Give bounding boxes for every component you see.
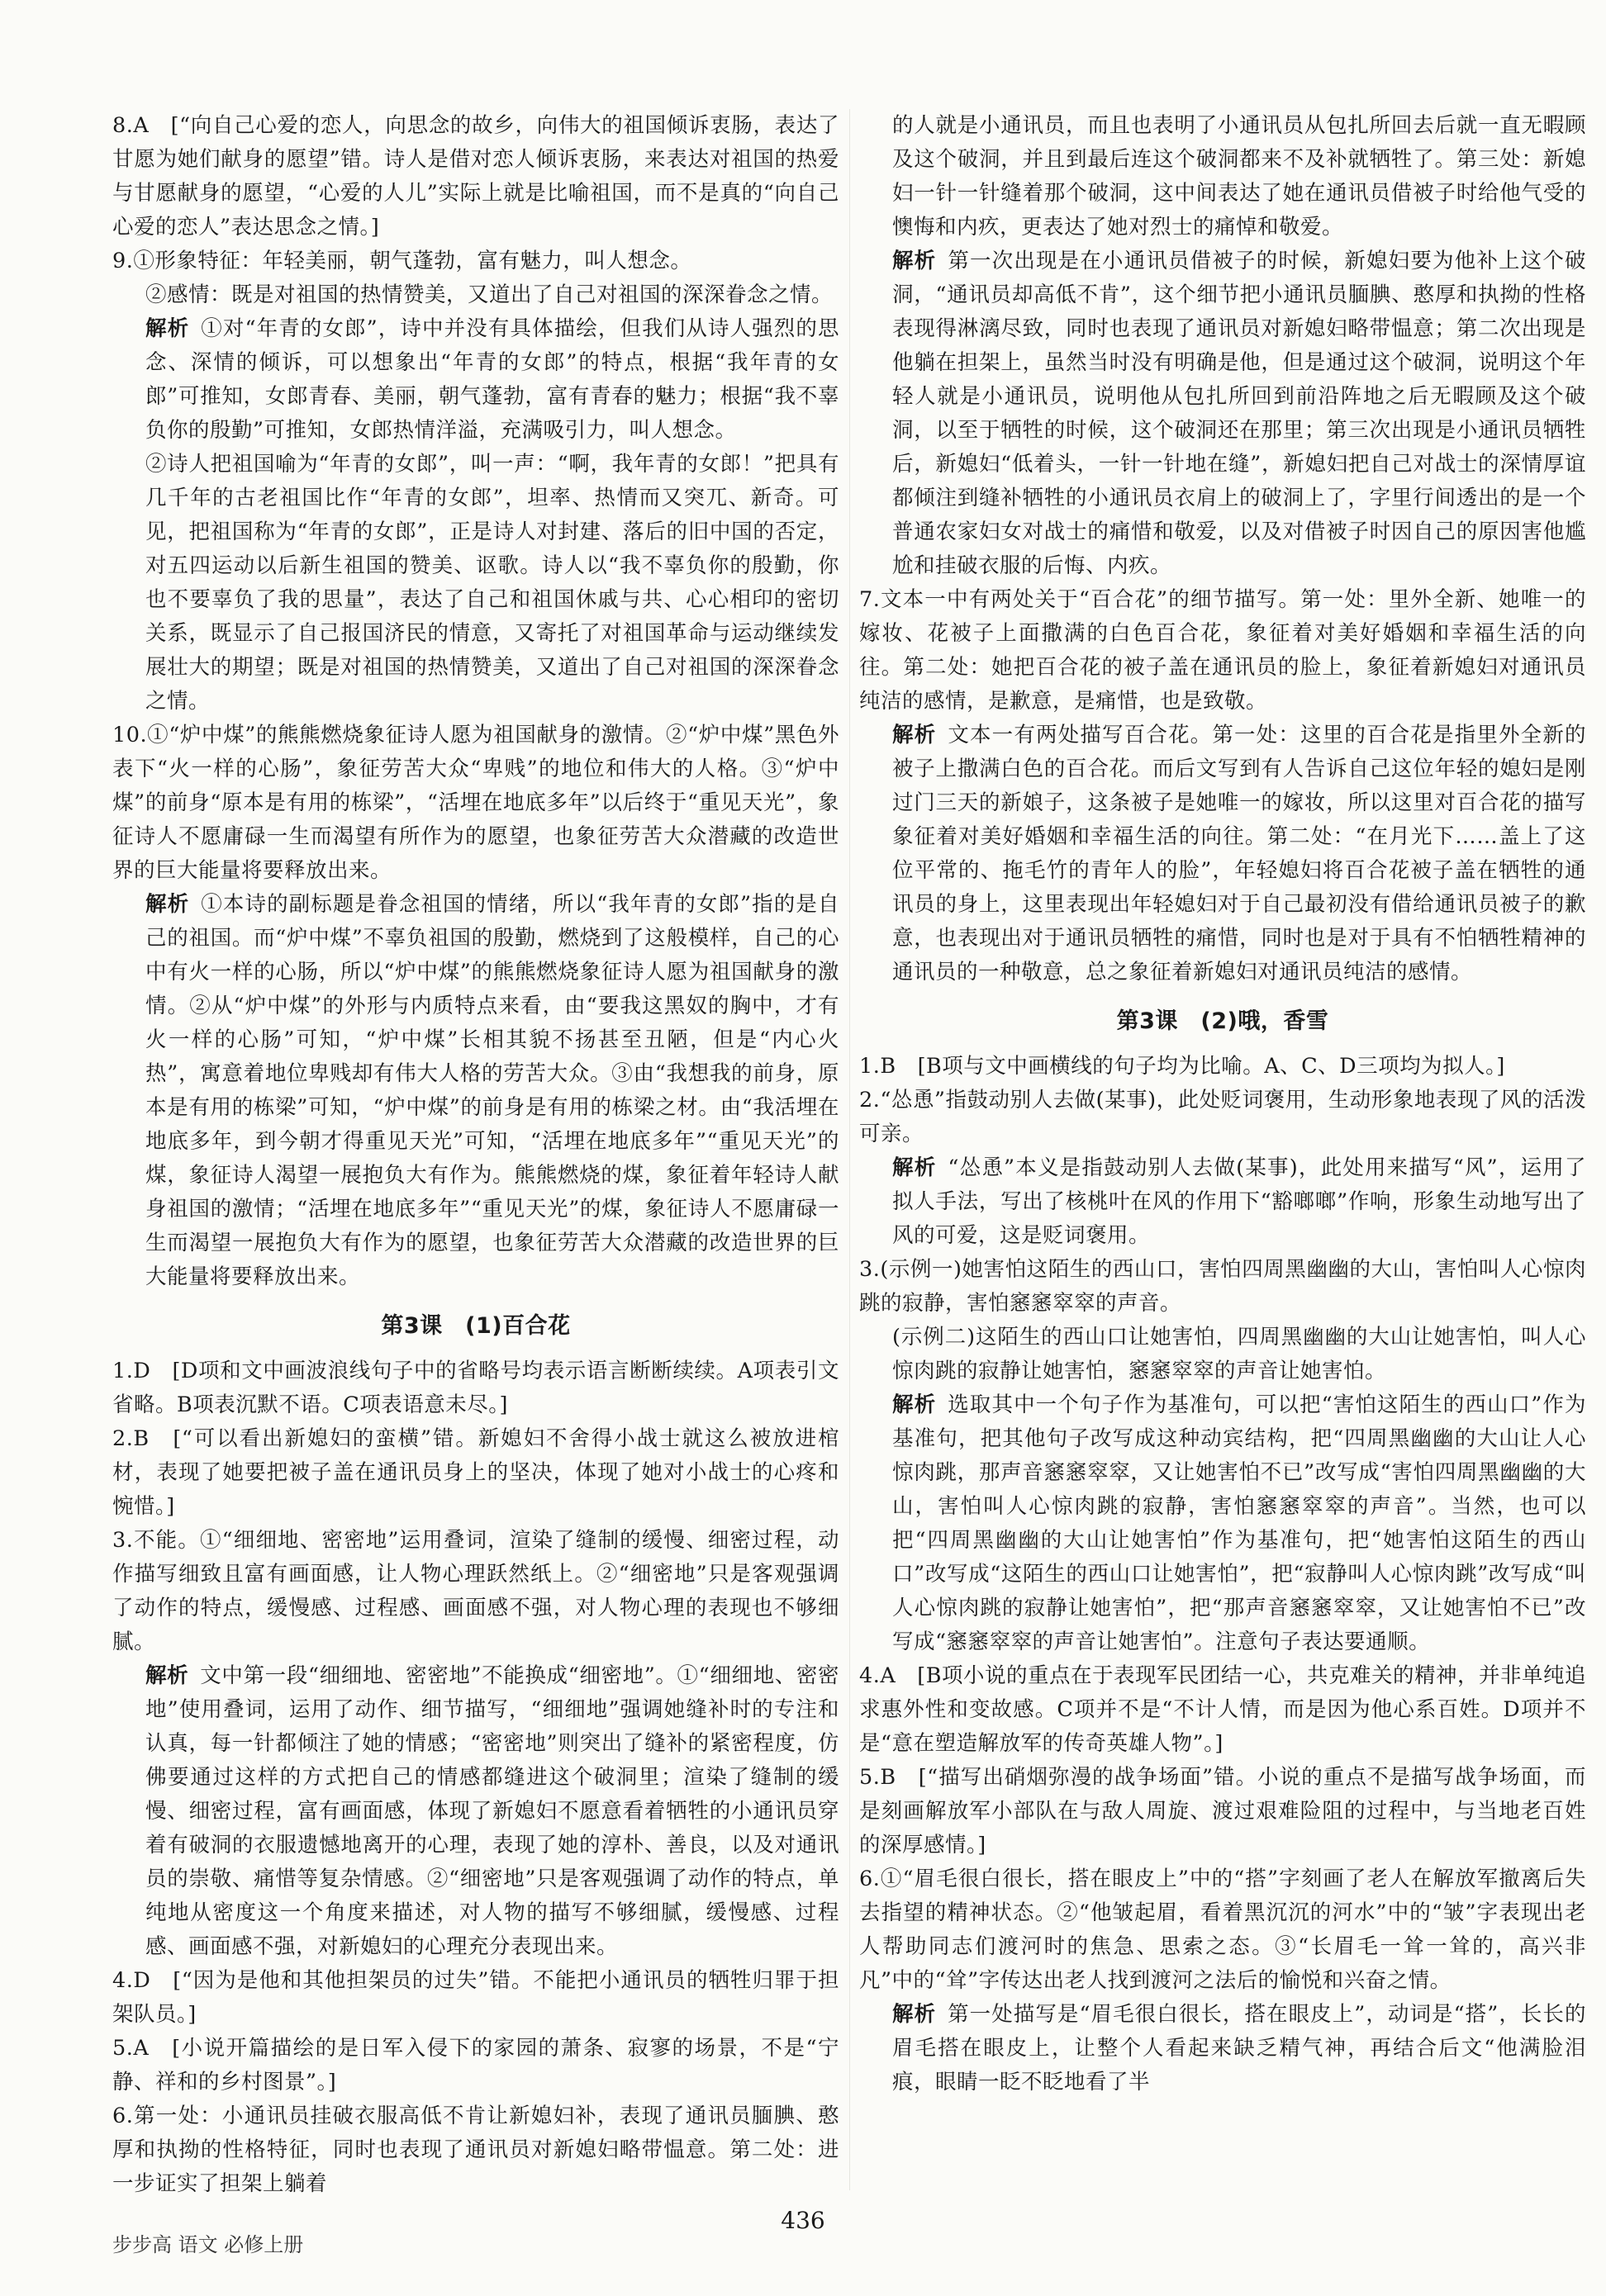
page-number: 436: [781, 2207, 825, 2234]
answer-c5: 5.B [“描写出硝烟弥漫的战争场面”错。小说的重点不是描写战争场面，而是刻画解放军小部队在与敌人周旋、渡过艰难险阻的过程中，与当地老百姓的深厚感情。]: [859, 1765, 1586, 1857]
analysis-9-part2: ②诗人把祖国喻为“年青的女郎”，叫一声：“啊，我年青的女郎！”把具有几千年的古老祖国比作“年青的女郎”，坦率、热情而又突兀、新奇。可见，把祖国称为“年青的女郎”，正是诗人对封建、落后的旧中国的否定，对五四运动以后新生祖国的赞美、讴歌。诗人以“我不辜负你的殷勤，你也不要辜负了我的思量”，表达了自己和祖国休戚与共、心心相印的密切关系，既显示了自己报国济民的情意，又寄托了对祖国革命与运动继续发展壮大的期望；既是对祖国的热情赞美，又道出了自己对祖国的深深眷念之情。: [145, 452, 839, 714]
answer-b4: 4.D [“因为是他和其他担架员的过失”错。不能把小通讯员的牺牲归罪于担架队员。]: [112, 1968, 839, 2027]
analysis-b7: [859, 719, 1586, 989]
answer-9-part2: ②感情：既是对祖国的热情赞美，又道出了自己对祖国的深深眷念之情。: [145, 282, 834, 307]
analysis-c6: [859, 1998, 1586, 2099]
answer-b2: 2.B [“可以看出新媳妇的蛮横”错。新媳妇不舍得小战士就这么被放进棺材，表现了她要把被子盖在通讯员身上的坚决，体现了她对小战士的心疼和惋惜。]: [112, 1426, 839, 1519]
analysis-label: 解析: [892, 249, 937, 273]
analysis-label: 解析: [892, 723, 937, 747]
right-column: [859, 109, 1586, 2099]
answer-c3: 3.(示例一)她害怕这陌生的西山口，害怕四周黑幽幽的大山，害怕叫人心惊肉跳的寂静，害怕窸窸窣窣的声音。: [859, 1257, 1586, 1316]
analysis-9: [112, 312, 839, 448]
analysis-text: ①对“年青的女郎”，诗中并没有具体描绘，但我们从诗人强烈的思念、深情的倾诉，可以想象出“年青的女郎”的特点，根据“我年青的女郎”可推知，女郎青春、美丽，朝气蓬勃，富有青春的魅力；根据“我不辜负你的殷勤”可推知，女郎热情洋溢，充满吸引力，叫人想念。: [145, 316, 839, 443]
answer-b1: 1.D [D项和文中画波浪线句子中的省略号均表示语言断断续续。A项表引文省略。B项表沉默不语。C项表语意未尽。]: [112, 1359, 839, 1417]
analysis-10: [112, 888, 839, 1294]
lesson-heading-baihehua: 第3课 (1)百合花: [381, 1313, 571, 1339]
answer-c1: 1.B [B项与文中画横线的句子均为比喻。A、C、D三项均为拟人。]: [859, 1054, 1505, 1079]
answer-8: 8.A [“向自己心爱的恋人，向思念的故乡，向伟大的祖国倾诉衷肠，表达了甘愿为她们献身的愿望”错。诗人是借对恋人倾诉衷肠，来表达对祖国的热爱与甘愿献身的愿望，“心爱的人儿”实际上就是比喻祖国，而不是真的“向自己心爱的恋人”表达思念之情。]: [112, 113, 839, 240]
answer-b5: 5.A [小说开篇描绘的是日军入侵下的家园的萧条、寂寥的场景，不是“宁静、祥和的乡村图景”。]: [112, 2036, 839, 2094]
answer-b7: 7.文本一中有两处关于“百合花”的细节描写。第一处：里外全新、她唯一的嫁妆、花被子上面撒满的白色百合花，象征着对美好婚姻和幸福生活的向往。第二处：她把百合花的被子盖在通讯员的脸上，象征着新媳妇对通讯员纯洁的感情，是歉意，是痛惜，也是致敬。: [859, 587, 1586, 714]
analysis-label: 解析: [892, 2002, 937, 2027]
analysis-label: 解析: [145, 316, 190, 341]
analysis-label: 解析: [892, 1392, 937, 1417]
analysis-b6: [859, 244, 1586, 583]
column-divider: [849, 109, 850, 2190]
analysis-label: 解析: [892, 1155, 937, 1180]
answer-c6: 6.①“眉毛很白很长，搭在眼皮上”中的“搭”字刻画了老人在解放军撤离后失去指望的精神状态。②“他皱起眉，看着黑沉沉的河水”中的“皱”字表现出老人帮助同志们渡河时的焦急、思索之态。③“长眉毛一耸一耸的，高兴非凡”中的“耸”字传达出老人找到渡河之法后的愉悦和兴奋之情。: [859, 1867, 1586, 1993]
answer-9: 9.①形象特征：年轻美丽，朝气蓬勃，富有魅力，叫人想念。: [112, 249, 692, 273]
answer-b6: 6.第一处：小通讯员挂破衣服高低不肯让新媳妇补，表现了通讯员腼腆、憨厚和执拗的性格特征，同时也表现了通讯员对新媳妇略带愠意。第二处：进一步证实了担架上躺着: [112, 2104, 839, 2196]
analysis-c2: [859, 1151, 1586, 1253]
analysis-c3: [859, 1388, 1586, 1659]
analysis-text: 文中第一段“细细地、密密地”不能换成“细密地”。①“细细地、密密地”使用叠词，运用了动作、细节描写，“细细地”强调她缝补时的专注和认真，每一针都倾注了她的情感；“密密地”则突出了缝补的紧密程度，仿佛要通过这样的方式把自己的情感都缝进这个破洞里；渲染了缝制的缓慢、细密过程，富有画面感，体现了新媳妇不愿意看着牺牲的小通讯员穿着有破洞的衣服遗憾地离开的心理，表现了她的淳朴、善良，以及对通讯员的崇敬、痛惜等复杂情感。②“细密地”只是客观强调了动作的特点，单纯地从密度这一个角度来描述，对人物的描写不够细腻，缓慢感、过程感、画面感不强，对新媳妇的心理充分表现出来。: [145, 1663, 839, 1959]
lesson-heading-xiangxue: 第3课 (2)哦，香雪: [1116, 1008, 1329, 1034]
book-title: 步步高 语文 必修上册: [112, 2233, 304, 2256]
analysis-label: 解析: [145, 892, 190, 917]
analysis-text: 选取其中一个句子作为基准句，可以把“害怕这陌生的西山口”作为基准句，把其他句子改写成这种动宾结构，把“四周黑幽幽的大山让人心惊肉跳，那声音窸窸窣窣，又让她害怕不已”改写成“害怕四周黑幽幽的大山，害怕叫人心惊肉跳的寂静，害怕窸窸窣窣的声音”。当然，也可以把“四周黑幽幽的大山让她害怕”作为基准句，把“她害怕这陌生的西山口”改写成“这陌生的西山口让她害怕”，把“寂静叫人心惊肉跳”改写成“叫人心惊肉跳的寂静让她害怕”，把“那声音窸窸窣窣，又让她害怕不已”改写成“窸窸窣窣的声音让她害怕”。注意句子表达要通顺。: [892, 1392, 1586, 1654]
analysis-text: ①本诗的副标题是眷念祖国的情绪，所以“我年青的女郎”指的是自己的祖国。而“炉中煤”不辜负祖国的殷勤，燃烧到了这般模样，自己的心中有火一样的心肠，所以“炉中煤”的熊熊燃烧象征诗人愿为祖国献身的激情。②从“炉中煤”的外形与内质特点来看，由“要我这黑奴的胸中，才有火一样的心肠”可知，“炉中煤”长相其貌不扬甚至丑陋，但是“内心火热”，寓意着地位卑贱却有伟大人格的劳苦大众。③由“我想我的前身，原本是有用的栋梁”可知，“炉中煤”的前身是有用的栋梁之材。由“我活埋在地底多年，到今朝才得重见天光”可知，“活埋在地底多年”“重见天光”的煤，象征诗人渴望一展抱负大有作为。熊熊燃烧的煤，象征着年轻诗人献身祖国的激情；“活埋在地底多年”“重见天光”的煤，象征诗人不愿庸碌一生而渴望一展抱负大有作为的愿望，也象征劳苦大众潜藏的改造世界的巨大能量将要释放出来。: [145, 892, 839, 1289]
analysis-text: “怂恿”本义是指鼓动别人去做(某事)，此处用来描写“风”，运用了拟人手法，写出了核桃叶在风的作用下“豁啷啷”作响，形象生动地写出了风的可爱，这是贬词褒用。: [892, 1155, 1586, 1248]
answer-c2: 2.“怂恿”指鼓动别人去做(某事)，此处贬词褒用，生动形象地表现了风的活泼可亲。: [859, 1088, 1586, 1146]
left-column: [112, 109, 839, 2201]
analysis-text: 文本一有两处描写百合花。第一处：这里的百合花是指里外全新的被子上撒满白色的百合花。而后文写到有人告诉自己这位年轻的媳妇是刚过门三天的新娘子，这条被子是她唯一的嫁妆，所以这里对百合花的描写象征着对美好婚姻和幸福生活的向往。第二处：“在月光下……盖上了这位平常的、拖毛竹的青年人的脸”，年轻媳妇将百合花被子盖在牺牲的通讯员的身上，这里表现出年轻媳妇对于自己最初没有借给通讯员被子的歉意，也表现出对于通讯员牺牲的痛惜，同时也是对于具有不怕牺牲精神的通讯员的一种敬意，总之象征着新媳妇对通讯员纯洁的感情。: [892, 723, 1586, 984]
analysis-b3: [112, 1659, 839, 1964]
analysis-text: 第一处描写是“眉毛很白很长，搭在眼皮上”，动词是“搭”，长长的眉毛搭在眼皮上，让整个人看起来缺乏精气神，再结合后文“他满脸泪痕，眼睛一眨不眨地看了半: [892, 2002, 1586, 2094]
analysis-label: 解析: [145, 1663, 189, 1688]
answer-10: 10.①“炉中煤”的熊熊燃烧象征诗人愿为祖国献身的激情。②“炉中煤”黑色外表下“火一样的心肠”，象征劳苦大众“卑贱”的地位和伟大的人格。③“炉中煤”的前身“原本是有用的栋梁”，“活埋在地底多年”以后终于“重见天光”，象征诗人不愿庸碌一生而渴望有所作为的愿望，也象征劳苦大众潜藏的改造世界的巨大能量将要释放出来。: [112, 723, 839, 883]
answer-c3-example2: (示例二)这陌生的西山口让她害怕，四周黑幽幽的大山让她害怕，叫人心惊肉跳的寂静让她害怕，窸窸窣窣的声音让她害怕。: [892, 1325, 1586, 1383]
answer-c4: 4.A [B项小说的重点在于表现军民团结一心，共克难关的精神，并非单纯追求惠外性和变故感。C项并不是“不计人情，而是因为他心系百姓。D项并不是“意在塑造解放军的传奇英雄人物”。]: [859, 1663, 1586, 1756]
analysis-text: 第一次出现是在小通讯员借被子的时候，新媳妇要为他补上这个破洞，“通讯员却高低不肯”，这个细节把小通讯员腼腆、憨厚和执拗的性格表现得淋漓尽致，同时也表现了通讯员对新媳妇略带愠意；第二次出现是他躺在担架上，虽然当时没有明确是他，但是通过这个破洞，说明这个年轻人就是小通讯员，说明他从包扎所回到前沿阵地之后无暇顾及这个破洞，以至于牺牲的时候，这个破洞还在那里；第三次出现是小通讯员牺牲后，新媳妇“低着头，一针一针地在缝”，新媳妇把自己对战士的深情厚谊都倾注到缝补牺牲的小通讯员衣肩上的破洞上了，字里行间透出的是一个普通农家妇女对战士的痛惜和敬爱，以及对借被子时因自己的原因害他尴尬和挂破衣服的后悔、内疚。: [892, 249, 1586, 578]
answer-b3: 3.不能。①“细细地、密密地”运用叠词，渲染了缝制的缓慢、细密过程，动作描写细致且富有画面感，让人物心理跃然纸上。②“细密地”只是客观强调了动作的特点，缓慢感、过程感、画面感不强，对人物心理的表现也不够细腻。: [112, 1528, 839, 1654]
answer-b6-continued: 的人就是小通讯员，而且也表明了小通讯员从包扎所回去后就一直无暇顾及这个破洞，并且到最后连这个破洞都来不及补就牺牲了。第三处：新媳妇一针一针缝着那个破洞，这中间表达了她在通讯员借被子时给他气受的懊悔和内疚，更表达了她对烈士的痛悼和敬爱。: [892, 113, 1586, 240]
